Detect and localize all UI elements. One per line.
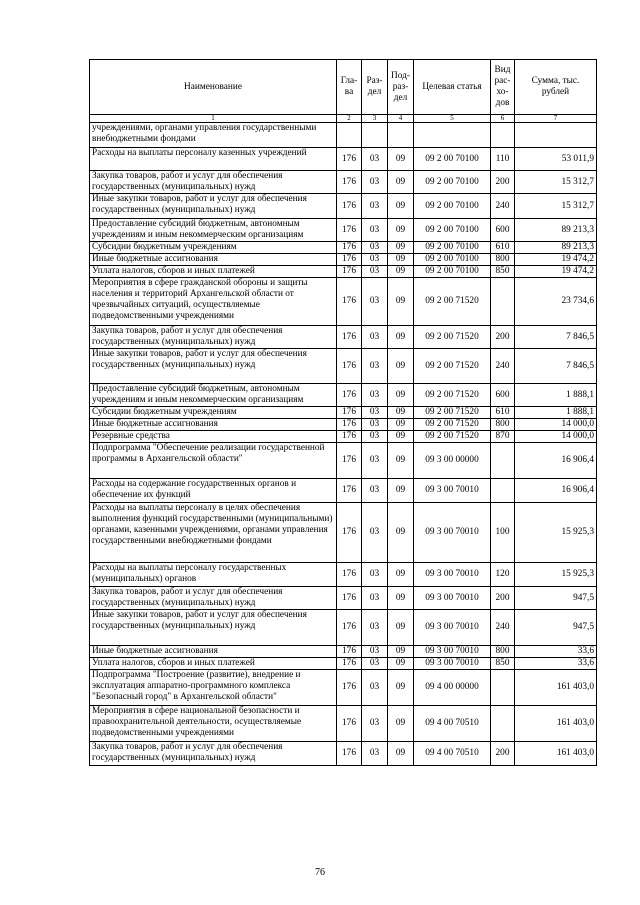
row-target: 09 3 00 70010 — [414, 503, 491, 563]
table-row — [90, 658, 597, 670]
row-chapter: 176 — [337, 563, 362, 587]
row-section: 03 — [362, 646, 388, 658]
row-amount: 161 403,0 — [515, 706, 597, 742]
row-amount: 14 000,0 — [515, 419, 597, 431]
row-amount: 161 403,0 — [515, 670, 597, 706]
row-target: 09 2 00 70100 — [414, 194, 491, 219]
row-chapter: 176 — [337, 254, 362, 266]
row-chapter: 176 — [337, 266, 362, 278]
row-target: 09 2 00 70100 — [414, 254, 491, 266]
table-row — [90, 148, 597, 171]
row-target: 09 2 00 71520 — [414, 407, 491, 419]
row-name: Резервные средства — [90, 431, 337, 443]
table-row — [90, 326, 597, 349]
row-section: 03 — [362, 670, 388, 706]
table-row — [90, 278, 597, 326]
row-amount: 1 888,1 — [515, 407, 597, 419]
row-amount: 947,5 — [515, 610, 597, 646]
table-row — [90, 479, 597, 503]
row-type: 800 — [491, 419, 515, 431]
row-section: 03 — [362, 419, 388, 431]
row-target: 09 3 00 70010 — [414, 563, 491, 587]
column-number: 1 — [90, 115, 337, 123]
row-subsection: 09 — [388, 563, 414, 587]
header-row — [90, 60, 597, 115]
row-type: 610 — [491, 242, 515, 254]
row-target: 09 3 00 70010 — [414, 658, 491, 670]
row-section: 03 — [362, 242, 388, 254]
row-chapter: 176 — [337, 706, 362, 742]
row-name: Иные бюджетные ассигнования — [90, 254, 337, 266]
table-row — [90, 742, 597, 766]
row-subsection: 09 — [388, 431, 414, 443]
table-body — [90, 123, 597, 766]
column-number: 3 — [362, 115, 388, 123]
row-section: 03 — [362, 194, 388, 219]
row-target: 09 2 00 71520 — [414, 431, 491, 443]
row-subsection — [388, 123, 414, 148]
row-target: 09 2 00 71520 — [414, 326, 491, 349]
table-row — [90, 407, 597, 419]
row-type: 240 — [491, 610, 515, 646]
row-section: 03 — [362, 384, 388, 407]
row-amount: 7 846,5 — [515, 326, 597, 349]
row-amount: 19 474,2 — [515, 266, 597, 278]
table-row — [90, 587, 597, 610]
row-target: 09 3 00 70010 — [414, 610, 491, 646]
row-section: 03 — [362, 658, 388, 670]
row-target: 09 2 00 70100 — [414, 219, 491, 242]
column-number: 5 — [414, 115, 491, 123]
row-chapter: 176 — [337, 419, 362, 431]
row-target: 09 2 00 70100 — [414, 148, 491, 171]
row-chapter: 176 — [337, 242, 362, 254]
table-row — [90, 194, 597, 219]
row-amount: 15 925,3 — [515, 563, 597, 587]
table-row — [90, 670, 597, 706]
table-row — [90, 706, 597, 742]
row-type — [491, 123, 515, 148]
header-chapter: Гла-ва — [337, 60, 362, 115]
row-name: учреждениями, органами управления государственными внебюджетными фондами — [90, 123, 337, 148]
row-chapter: 176 — [337, 349, 362, 384]
table-row — [90, 419, 597, 431]
row-amount — [515, 123, 597, 148]
row-type — [491, 670, 515, 706]
row-type: 200 — [491, 326, 515, 349]
row-type: 850 — [491, 266, 515, 278]
row-amount: 16 906,4 — [515, 443, 597, 479]
row-subsection: 09 — [388, 148, 414, 171]
table-row — [90, 384, 597, 407]
row-type: 200 — [491, 742, 515, 766]
row-name: Подпрограмма "Построение (развитие), внедрение и эксплуатация аппаратно-программного комплекса "Безопасный город" в Архангельской области" — [90, 670, 337, 706]
row-chapter: 176 — [337, 194, 362, 219]
row-name: Расходы на выплаты персоналу в целях обеспечения выполнения функций государственными (муниципальными) органами, казенными учреждениями, органами управления государственными внебюджетными фондами — [90, 503, 337, 563]
row-chapter: 176 — [337, 443, 362, 479]
table-row — [90, 242, 597, 254]
row-chapter: 176 — [337, 479, 362, 503]
row-section: 03 — [362, 706, 388, 742]
row-subsection: 09 — [388, 266, 414, 278]
row-type: 240 — [491, 194, 515, 219]
row-chapter: 176 — [337, 171, 362, 194]
table-row — [90, 219, 597, 242]
page-number: 76 — [315, 867, 325, 878]
row-amount: 15 312,7 — [515, 171, 597, 194]
row-target: 09 3 00 70010 — [414, 646, 491, 658]
row-type: 800 — [491, 646, 515, 658]
row-name: Мероприятия в сфере национальной безопасности и правоохранительной деятельности, осуществляемые подведомственными учреждениями — [90, 706, 337, 742]
row-type: 610 — [491, 407, 515, 419]
row-subsection: 09 — [388, 194, 414, 219]
row-target: 09 2 00 70100 — [414, 242, 491, 254]
row-subsection: 09 — [388, 326, 414, 349]
row-subsection: 09 — [388, 443, 414, 479]
row-subsection: 09 — [388, 278, 414, 326]
row-amount: 89 213,3 — [515, 242, 597, 254]
row-subsection: 09 — [388, 503, 414, 563]
row-name: Расходы на выплаты персоналу государственных (муниципальных) органов — [90, 563, 337, 587]
row-name: Расходы на выплаты персоналу казенных учреждений — [90, 148, 337, 171]
row-subsection: 09 — [388, 742, 414, 766]
row-target: 09 2 00 70100 — [414, 171, 491, 194]
row-section: 03 — [362, 479, 388, 503]
table-row — [90, 349, 597, 384]
row-target: 09 4 00 00000 — [414, 670, 491, 706]
row-name: Закупка товаров, работ и услуг для обеспечения государственных (муниципальных) нужд — [90, 326, 337, 349]
row-amount: 89 213,3 — [515, 219, 597, 242]
row-name: Мероприятия в сфере гражданской обороны и защиты населения и территорий Архангельской области от чрезвычайных ситуаций, осуществляемые подведомственными учреждениями — [90, 278, 337, 326]
table-row — [90, 563, 597, 587]
header-section: Раз-дел — [362, 60, 388, 115]
row-chapter: 176 — [337, 407, 362, 419]
row-amount: 53 011,9 — [515, 148, 597, 171]
row-amount: 33,6 — [515, 646, 597, 658]
row-chapter: 176 — [337, 326, 362, 349]
row-name: Иные бюджетные ассигнования — [90, 646, 337, 658]
column-number: 6 — [491, 115, 515, 123]
row-name: Иные закупки товаров, работ и услуг для обеспечения государственных (муниципальных) нужд — [90, 610, 337, 646]
row-name: Предоставление субсидий бюджетным, автономным учреждениям и иным некоммерческим организациям — [90, 384, 337, 407]
row-target: 09 2 00 71520 — [414, 384, 491, 407]
row-section: 03 — [362, 278, 388, 326]
row-type: 850 — [491, 658, 515, 670]
row-section: 03 — [362, 254, 388, 266]
row-chapter: 176 — [337, 431, 362, 443]
header-subsection: Под-раз-дел — [388, 60, 414, 115]
row-subsection: 09 — [388, 610, 414, 646]
row-target: 09 3 00 70010 — [414, 587, 491, 610]
row-name: Предоставление субсидий бюджетным, автономным учреждениям и иным некоммерческим организациям — [90, 219, 337, 242]
row-name: Подпрограмма "Обеспечение реализации государственной программы в Архангельской области" — [90, 443, 337, 479]
row-chapter: 176 — [337, 646, 362, 658]
row-chapter: 176 — [337, 587, 362, 610]
row-chapter: 176 — [337, 278, 362, 326]
row-subsection: 09 — [388, 219, 414, 242]
row-subsection: 09 — [388, 670, 414, 706]
row-section: 03 — [362, 266, 388, 278]
row-type: 240 — [491, 349, 515, 384]
row-section: 03 — [362, 610, 388, 646]
row-amount: 7 846,5 — [515, 349, 597, 384]
row-chapter: 176 — [337, 384, 362, 407]
row-chapter: 176 — [337, 610, 362, 646]
table-row — [90, 254, 597, 266]
row-section: 03 — [362, 219, 388, 242]
row-name: Субсидии бюджетным учреждениям — [90, 407, 337, 419]
row-section: 03 — [362, 443, 388, 479]
row-subsection: 09 — [388, 171, 414, 194]
header-target: Целевая статья — [414, 60, 491, 115]
column-number: 7 — [515, 115, 597, 123]
row-subsection: 09 — [388, 384, 414, 407]
table-row — [90, 443, 597, 479]
row-subsection: 09 — [388, 646, 414, 658]
table-row — [90, 646, 597, 658]
row-amount: 947,5 — [515, 587, 597, 610]
row-amount: 161 403,0 — [515, 742, 597, 766]
budget-table — [89, 59, 597, 766]
row-section — [362, 123, 388, 148]
row-chapter: 176 — [337, 670, 362, 706]
row-section: 03 — [362, 742, 388, 766]
row-target: 09 2 00 71520 — [414, 349, 491, 384]
row-name: Расходы на содержание государственных органов и обеспечение их функций — [90, 479, 337, 503]
row-name: Уплата налогов, сборов и иных платежей — [90, 658, 337, 670]
row-type: 200 — [491, 587, 515, 610]
row-type: 800 — [491, 254, 515, 266]
row-chapter: 176 — [337, 658, 362, 670]
row-section: 03 — [362, 431, 388, 443]
row-target: 09 2 00 70100 — [414, 266, 491, 278]
header-name: Наименование — [90, 60, 337, 115]
row-subsection: 09 — [388, 706, 414, 742]
row-target: 09 2 00 71520 — [414, 419, 491, 431]
table-row — [90, 503, 597, 563]
row-target: 09 3 00 70010 — [414, 479, 491, 503]
header-type: Вид рас-хо-дов — [491, 60, 515, 115]
row-type: 870 — [491, 431, 515, 443]
row-section: 03 — [362, 326, 388, 349]
row-subsection: 09 — [388, 419, 414, 431]
row-amount: 33,6 — [515, 658, 597, 670]
row-type: 200 — [491, 171, 515, 194]
row-chapter: 176 — [337, 503, 362, 563]
row-name: Уплата налогов, сборов и иных платежей — [90, 266, 337, 278]
row-amount: 1 888,1 — [515, 384, 597, 407]
row-chapter: 176 — [337, 219, 362, 242]
row-section: 03 — [362, 171, 388, 194]
table-row — [90, 123, 597, 148]
row-type: 100 — [491, 503, 515, 563]
row-target: 09 2 00 71520 — [414, 278, 491, 326]
row-target — [414, 123, 491, 148]
header-amount: Сумма, тыс. рублей — [515, 60, 597, 115]
row-name: Иные закупки товаров, работ и услуг для обеспечения государственных (муниципальных) нужд — [90, 349, 337, 384]
row-subsection: 09 — [388, 479, 414, 503]
column-number: 4 — [388, 115, 414, 123]
row-chapter: 176 — [337, 148, 362, 171]
row-type — [491, 278, 515, 326]
row-chapter: 176 — [337, 742, 362, 766]
row-section: 03 — [362, 407, 388, 419]
table-row — [90, 171, 597, 194]
column-number-row — [90, 115, 597, 123]
row-name: Субсидии бюджетным учреждениям — [90, 242, 337, 254]
row-amount: 19 474,2 — [515, 254, 597, 266]
row-section: 03 — [362, 563, 388, 587]
table-row — [90, 431, 597, 443]
table-row — [90, 266, 597, 278]
row-type: 600 — [491, 384, 515, 407]
row-type: 110 — [491, 148, 515, 171]
row-type: 600 — [491, 219, 515, 242]
row-type — [491, 479, 515, 503]
row-target: 09 4 00 70510 — [414, 742, 491, 766]
row-section: 03 — [362, 503, 388, 563]
row-name: Закупка товаров, работ и услуг для обеспечения государственных (муниципальных) нужд — [90, 587, 337, 610]
table-row — [90, 610, 597, 646]
row-amount: 15 925,3 — [515, 503, 597, 563]
row-section: 03 — [362, 148, 388, 171]
row-amount: 14 000,0 — [515, 431, 597, 443]
row-name: Иные бюджетные ассигнования — [90, 419, 337, 431]
row-type: 120 — [491, 563, 515, 587]
row-subsection: 09 — [388, 407, 414, 419]
row-type — [491, 706, 515, 742]
row-amount: 15 312,7 — [515, 194, 597, 219]
row-chapter — [337, 123, 362, 148]
row-target: 09 4 00 70510 — [414, 706, 491, 742]
row-amount: 16 906,4 — [515, 479, 597, 503]
row-type — [491, 443, 515, 479]
row-name: Закупка товаров, работ и услуг для обеспечения государственных (муниципальных) нужд — [90, 742, 337, 766]
row-subsection: 09 — [388, 254, 414, 266]
row-subsection: 09 — [388, 242, 414, 254]
row-subsection: 09 — [388, 658, 414, 670]
column-number: 2 — [337, 115, 362, 123]
row-name: Иные закупки товаров, работ и услуг для обеспечения государственных (муниципальных) нужд — [90, 194, 337, 219]
row-section: 03 — [362, 587, 388, 610]
row-subsection: 09 — [388, 349, 414, 384]
row-amount: 23 734,6 — [515, 278, 597, 326]
row-target: 09 3 00 00000 — [414, 443, 491, 479]
row-subsection: 09 — [388, 587, 414, 610]
row-section: 03 — [362, 349, 388, 384]
row-name: Закупка товаров, работ и услуг для обеспечения государственных (муниципальных) нужд — [90, 171, 337, 194]
